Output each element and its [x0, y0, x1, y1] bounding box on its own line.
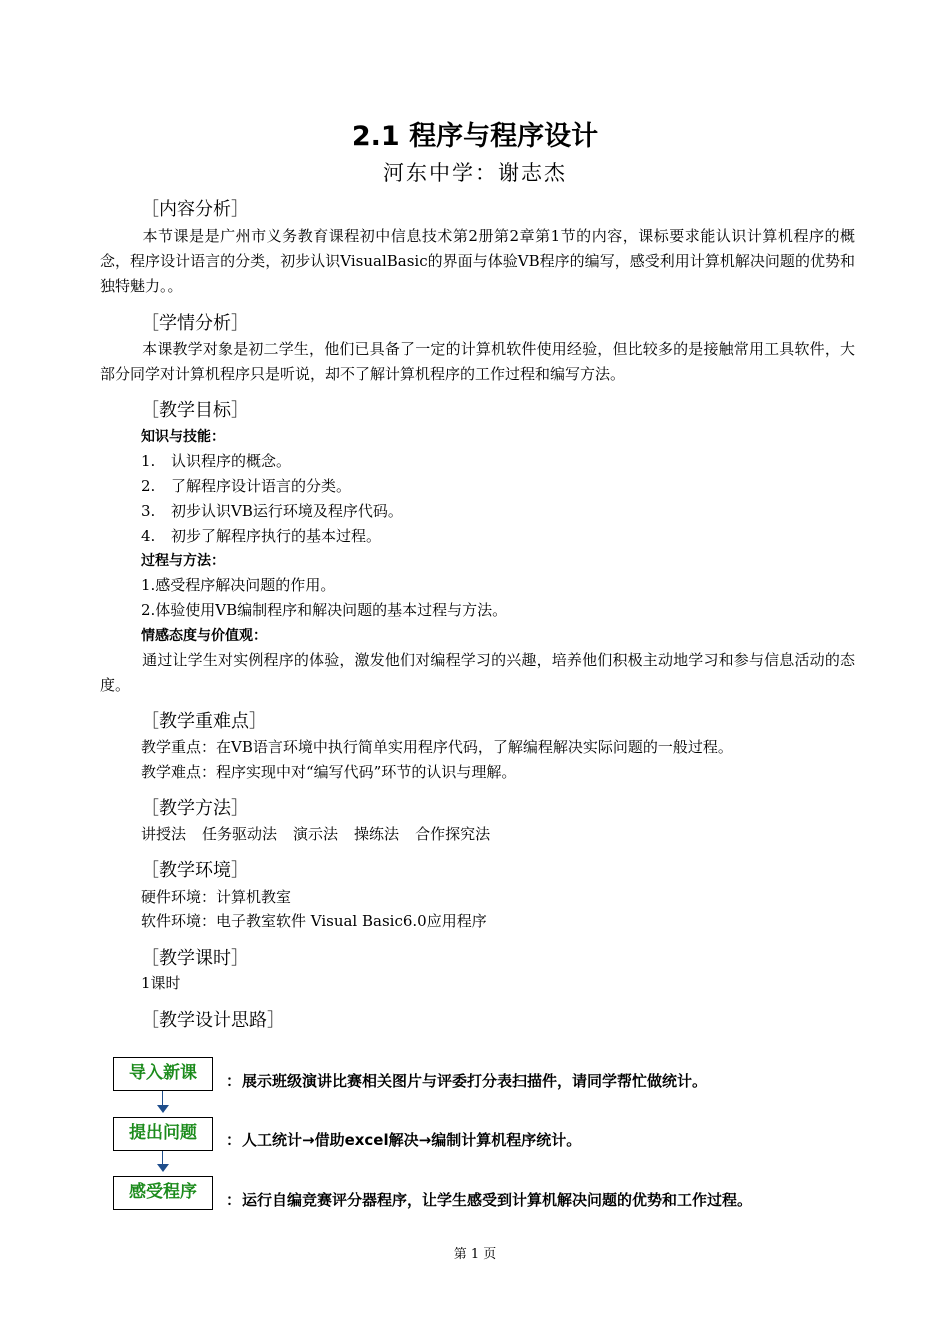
software-environment: 软件环境：电子教室软件 Visual Basic6.0应用程序: [141, 912, 487, 930]
page-title: 2.1 程序与程序设计: [351, 121, 599, 152]
teaching-difficulty: 教学难点：程序实现中对“编写代码”环节的认识与理解。: [141, 763, 517, 781]
flow-step-box: 导入新课: [113, 1057, 213, 1091]
process-methods-title: 过程与方法：: [141, 553, 225, 569]
flow-connector-line: [162, 1151, 163, 1164]
content-analysis-text: 本节课是是广州市义务教育课程初中信息技术第2册第2章第1节的内容，课标要求能认识计算机程序的概念，程序设计语言的分类，初步认识VisualBasic的界面与体验VB程序的编写，感受利用计算机解决问题的优势和独特魅力。。: [100, 227, 855, 295]
knowledge-item: 3. 初步认识VB运行环境及程序代码。: [141, 502, 403, 520]
flow-step-description: ：人工统计→借助excel解决→编制计算机程序统计。: [226, 1131, 582, 1149]
hardware-environment: 硬件环境：计算机教室: [141, 888, 292, 906]
method-item: 操练法: [354, 825, 400, 843]
section-heading-objectives: ［教学目标］: [141, 400, 249, 421]
learner-analysis-text: 本课教学对象是初二学生，他们已具备了一定的计算机软件使用经验，但比较多的是接触常用工具软件，大部分同学对计算机程序只是听说，却不了解计算机程序的工作过程和编写方法。: [100, 340, 855, 383]
section-heading-environment: ［教学环境］: [141, 860, 249, 881]
page-number-footer: 第 1 页: [453, 1247, 497, 1262]
flow-step-description: ：运行自编竞赛评分器程序，让学生感受到计算机解决问题的优势和工作过程。: [226, 1191, 753, 1209]
learner-analysis-paragraph: [100, 337, 855, 387]
methods-list: [141, 823, 506, 845]
flow-step-description: ：展示班级演讲比赛相关图片与评委打分表扫描件，请同学帮忙做统计。: [226, 1072, 708, 1090]
knowledge-item: 1. 认识程序的概念。: [141, 452, 292, 470]
section-heading-key-points: ［教学重难点］: [141, 711, 267, 732]
flow-arrow-down-icon: [157, 1105, 169, 1113]
content-analysis-paragraph: [100, 224, 855, 299]
emotion-values-text: 通过让学生对实例程序的体验，激发他们对编程学习的兴趣，培养他们积极主动地学习和参与信息活动的态度。: [100, 651, 855, 694]
process-item: 2.体验使用VB编制程序和解决问题的基本过程与方法。: [141, 601, 508, 619]
knowledge-item: 4. 初步了解程序执行的基本过程。: [141, 527, 382, 545]
knowledge-skills-title: 知识与技能：: [141, 429, 225, 445]
method-item: 任务驱动法: [202, 825, 278, 843]
process-item: 1.感受程序解决问题的作用。: [141, 576, 336, 594]
method-item: 讲授法: [141, 825, 187, 843]
emotion-values-paragraph: [100, 648, 855, 698]
flow-step-box: 提出问题: [113, 1117, 213, 1151]
section-heading-content-analysis: ［内容分析］: [141, 199, 249, 220]
section-heading-design: ［教学设计思路］: [141, 1010, 285, 1031]
flow-step-box: 感受程序: [113, 1176, 213, 1210]
duration-text: 1课时: [141, 974, 181, 992]
author-line: 河东中学：谢志杰: [383, 161, 567, 185]
emotion-values-title: 情感态度与价值观：: [141, 628, 267, 644]
flow-arrow-down-icon: [157, 1164, 169, 1172]
method-item: 演示法: [293, 825, 339, 843]
section-heading-methods: ［教学方法］: [141, 798, 249, 819]
flow-connector-line: [162, 1091, 163, 1105]
section-heading-learner-analysis: ［学情分析］: [141, 313, 249, 334]
teaching-focus: 教学重点：在VB语言环境中执行简单实用程序代码，了解编程解决实际问题的一般过程。: [141, 738, 733, 756]
method-item: 合作探究法: [415, 825, 491, 843]
section-heading-duration: ［教学课时］: [141, 948, 249, 969]
knowledge-item: 2. 了解程序设计语言的分类。: [141, 477, 352, 495]
